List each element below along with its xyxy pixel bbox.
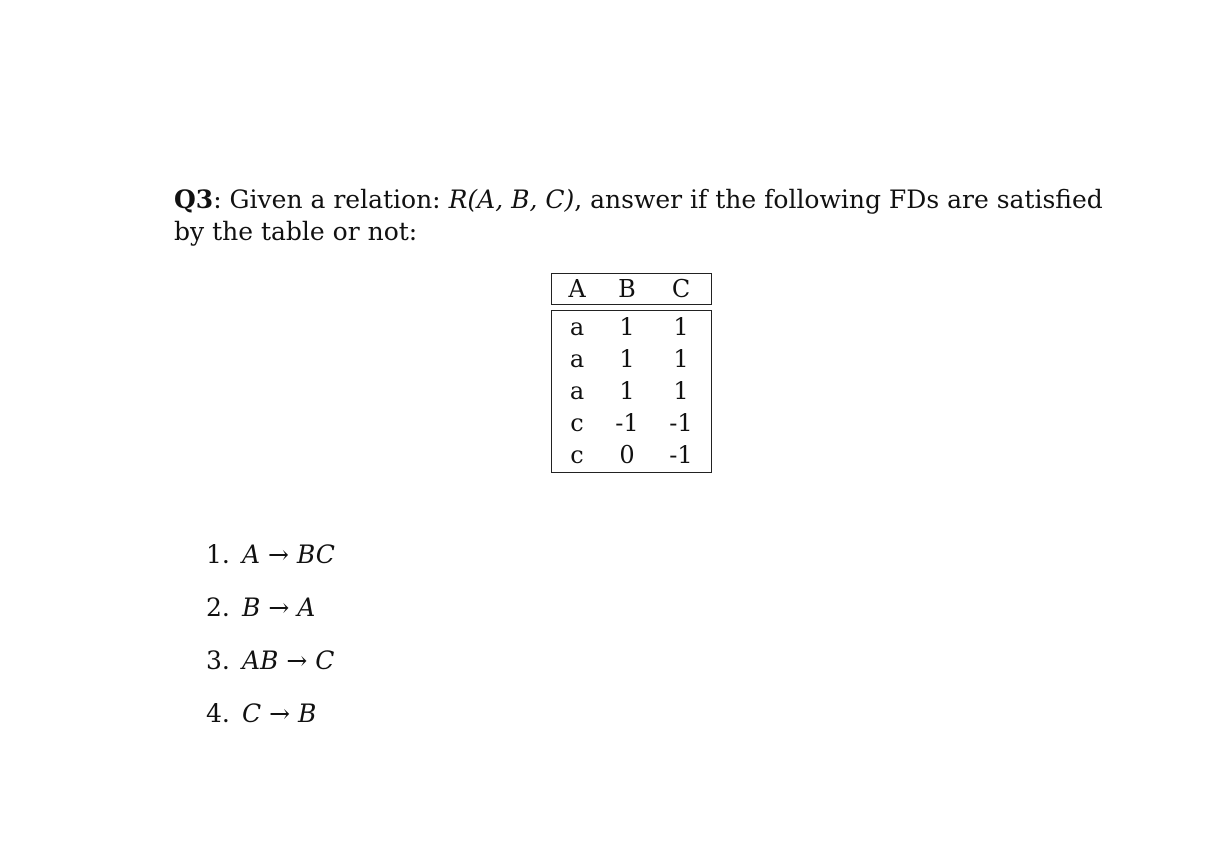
table-cell: c xyxy=(570,409,584,437)
fd-expression: C → B xyxy=(242,699,317,728)
table-row xyxy=(552,376,711,408)
header-cell-c: C xyxy=(671,275,691,303)
fd-number: 3. xyxy=(206,646,230,675)
question-text xyxy=(174,184,1104,248)
relation-table-header xyxy=(551,273,712,305)
fd-expression: A → BC xyxy=(242,540,335,569)
fd-item-1 xyxy=(206,538,335,591)
fd-item-4 xyxy=(206,697,335,750)
table-cell: a xyxy=(569,377,585,405)
table-cell: 1 xyxy=(673,313,689,341)
table-row xyxy=(552,312,711,344)
fd-number: 4. xyxy=(206,699,230,728)
table-cell: 0 xyxy=(619,441,635,469)
table-cell: 1 xyxy=(673,377,689,405)
question-text-before: : Given a relation: xyxy=(213,185,449,214)
table-cell: 1 xyxy=(619,377,635,405)
fd-expression: B → A xyxy=(242,593,316,622)
header-cell-a: A xyxy=(568,275,586,303)
fd-item-3 xyxy=(206,644,335,697)
relation-expression: R(A, B, C) xyxy=(448,185,575,214)
table-cell: -1 xyxy=(615,409,639,437)
fd-item-2 xyxy=(206,591,335,644)
fd-number: 2. xyxy=(206,593,230,622)
header-cell-b: B xyxy=(618,275,636,303)
fd-expression: AB → C xyxy=(242,646,335,675)
table-cell: c xyxy=(570,441,584,469)
table-cell: 1 xyxy=(673,345,689,373)
table-cell: a xyxy=(569,345,585,373)
fd-number: 1. xyxy=(206,540,230,569)
table-cell: 1 xyxy=(619,345,635,373)
table-cell: -1 xyxy=(669,409,693,437)
table-row xyxy=(552,344,711,376)
table-cell: a xyxy=(569,313,585,341)
table-cell: -1 xyxy=(669,441,693,469)
table-row xyxy=(552,440,711,472)
relation-table xyxy=(551,273,712,473)
table-cell: 1 xyxy=(619,313,635,341)
relation-table-body xyxy=(551,310,712,473)
question-label: Q3 xyxy=(174,185,214,214)
table-row xyxy=(552,408,711,440)
fd-list xyxy=(206,538,335,750)
question-text-after: , answer if the following FDs are satisfied by the table or not: xyxy=(174,185,1103,246)
